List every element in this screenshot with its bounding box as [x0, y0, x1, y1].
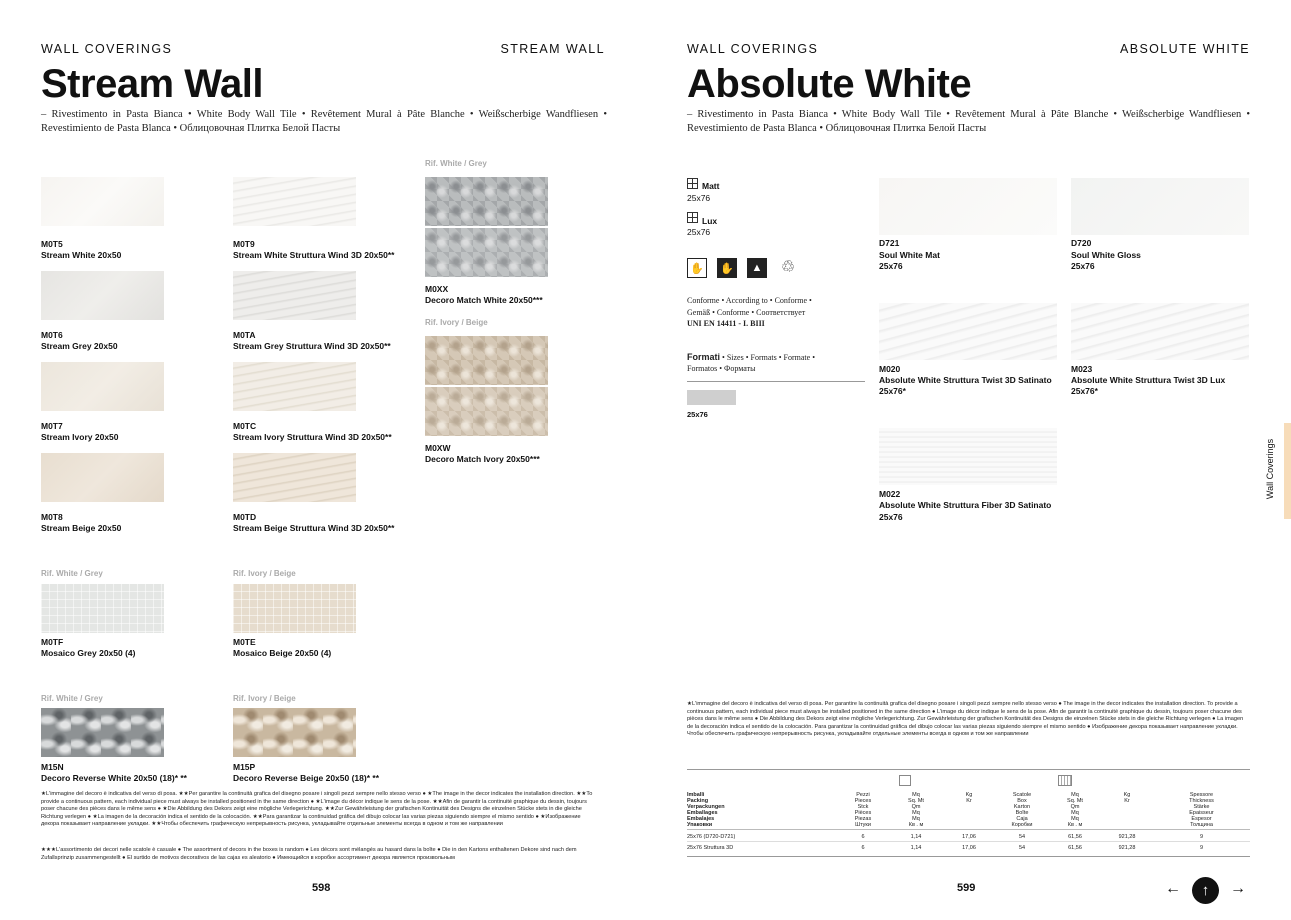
- left-footnote-2: ★★★L'assortimento dei decori nelle scatole è casuale ● The assortment of decors in the boxes is random ● Les décors sont mélangés au hasard dans la boîte ● Die in den Kartons enthaltenen Dekore sind nach dem Zufallsprinzip zusammengestellt ● El surtido de motivos decorativos de las cajas es aleatorio ● Имеющийся в коробке ассортимент декора является произвольным: [41, 847, 577, 861]
- th-imballi: Imballi Packing Verpackungen Emballages Embalajes Упаковки: [687, 792, 725, 828]
- product-code: M0TE: [233, 637, 256, 647]
- formati-line2: Formatos • Форматы: [687, 364, 756, 373]
- product-name: Stream Ivory Struttura Wind 3D 20x50**: [233, 432, 392, 442]
- tile-m0td[interactable]: [233, 453, 356, 502]
- pallet-icon: [1058, 775, 1072, 786]
- product-name: Soul White Gloss: [1071, 250, 1141, 260]
- cell: 9: [1199, 834, 1204, 840]
- rif-label: Rif. White / Grey: [41, 569, 103, 578]
- rif-label: Rif. Ivory / Beige: [233, 694, 296, 703]
- spec-header-row: [687, 791, 1250, 830]
- product-code: M0T7: [41, 421, 63, 431]
- cell: 61,56: [1068, 834, 1082, 840]
- product-name: Stream Ivory 20x50: [41, 432, 119, 442]
- tile-m022[interactable]: [879, 428, 1057, 485]
- product-size: 25x76: [879, 261, 903, 271]
- cell: 921,28: [1118, 834, 1136, 840]
- table-row: [687, 842, 1250, 857]
- product-code: M022: [879, 489, 901, 499]
- right-subtitle: [687, 108, 1250, 136]
- product-code: M0TF: [41, 637, 64, 647]
- table-row: [687, 830, 1250, 842]
- product-code: M020: [879, 364, 901, 374]
- tile-d720[interactable]: [1071, 178, 1249, 235]
- recycle-icon: ♲: [780, 259, 796, 276]
- product-code: M0TC: [233, 421, 257, 431]
- conforme-line1: Conforme • According to • Conforme •: [687, 296, 812, 305]
- product-name: Mosaico Beige 20x50 (4): [233, 648, 332, 658]
- conforme-norm: UNI EN 14411 - I. BIII: [687, 319, 765, 328]
- right-series-label: ABSOLUTE WHITE: [1119, 42, 1250, 56]
- product-name: Stream White Struttura Wind 3D 20x50**: [233, 250, 395, 260]
- formati-divider: [687, 381, 865, 382]
- cell: 17,06: [962, 834, 976, 840]
- format-size-label: 25x76: [687, 410, 708, 419]
- right-kicker: WALL COVERINGS: [687, 42, 819, 56]
- left-kicker: WALL COVERINGS: [41, 42, 173, 56]
- cell: 6: [861, 845, 865, 851]
- th-kg: Kg Kr: [965, 792, 973, 804]
- arrow-up-icon: ↑: [1201, 882, 1210, 899]
- prev-page-button[interactable]: ←: [1165, 880, 1181, 897]
- product-code: M0T6: [41, 330, 63, 340]
- rif-label: Rif. White / Grey: [41, 694, 103, 703]
- tile-m0t5[interactable]: [41, 177, 164, 226]
- th-mq: Mq Sq. Mt Qm Mq Mq Кв . м: [908, 792, 924, 828]
- product-size: 25x76*: [1071, 386, 1098, 396]
- product-name: Soul White Mat: [879, 250, 940, 260]
- format-swatch: [687, 390, 736, 405]
- piece-icon: [899, 775, 911, 786]
- th-spessore: Spessore Thickness Stärke Epaisseur Espesor Толщина: [1189, 792, 1214, 828]
- left-page-title: Stream Wall: [41, 62, 263, 106]
- fire-icon: ▲: [747, 258, 767, 278]
- product-code: M0TD: [233, 512, 257, 522]
- product-name: Absolute White Struttura Twist 3D Lux: [1071, 375, 1226, 385]
- right-page-title: Absolute White: [687, 62, 972, 106]
- left-subtitle-line2: Revestimiento de Pasta Blanca • Облицовочная Плитка Белой Пасты: [41, 123, 341, 134]
- th-pezzi: Pezzi Pieces Stck Pièces Piezas Штуки: [854, 792, 872, 828]
- product-name: Stream White 20x50: [41, 250, 122, 260]
- product-code: M0XW: [425, 443, 451, 453]
- cell: 25x76 Struttura 3D: [687, 845, 734, 851]
- next-page-button[interactable]: →: [1230, 880, 1246, 897]
- cell: 1,14: [910, 845, 922, 851]
- product-name: Decoro Reverse White 20x50 (18)* **: [41, 773, 187, 783]
- spec-table: [687, 791, 1250, 857]
- product-name: Stream Grey 20x50: [41, 341, 118, 351]
- cell: 17,06: [962, 845, 976, 851]
- finish-lux-label: Lux: [702, 216, 718, 226]
- product-code: M0T9: [233, 239, 255, 249]
- left-footnote-1: ★L'immagine del decoro è indicativa del verso di posa. ★★Per garantire la continuità grafica del disegno posare i singoli pezzi sempre nello stesso verso ● ★The image in the decor indicates the installation direction. ★★To provide a continuous pattern, each individual piece must always be installed positioned in the same direction ● ★L'image du décor indique le sens de la pose. ★★Afin de garantir la continuité graphique du dessin, toujours poser chacune des pièces dans le même sens ● ★Die Abbildung des Dekors zeigt eine mögliche Verlegerichtung. ★★Zur Gewährleistung der grafischen Kontinuität des Designs die einzelnen Stücke stets in die gleiche Richtung verlegen ● ★La imagen de la decoración indica el sentido de la colocación. ★★Para garantizar la continuidad gráfica del dibujo colocar las varias piezas siguiendo siempre el mismo sentido ● ★Изображение декора показывает направление укладки. ★★Чтобы обеспечить графическую непрерывность рисунка, укладывайте отдельные элементы всегда в одном и том же направлении: [41, 791, 593, 828]
- product-name: Decoro Match White 20x50***: [425, 295, 543, 305]
- finish-lux-icon: [687, 212, 698, 223]
- formati-label: Formati: [687, 352, 721, 362]
- finish-matt-size: 25x76: [687, 193, 711, 203]
- cell: 61,56: [1068, 845, 1082, 851]
- scroll-top-button[interactable]: [1192, 877, 1219, 904]
- th-kg-pallet: Kg Kr: [1123, 792, 1131, 804]
- right-page-number: 599: [957, 882, 976, 894]
- product-size: 25x76: [1071, 261, 1095, 271]
- th-scatole: Scatole Box Karton Boîte Caja Коробки: [1011, 792, 1033, 828]
- tile-m0t9[interactable]: [233, 177, 356, 226]
- tile-m0t7[interactable]: [41, 362, 164, 411]
- conforme-line2: Gemäß • Conforme • Соответствует: [687, 308, 806, 317]
- tile-m023[interactable]: [1071, 303, 1249, 360]
- finish-lux-size: 25x76: [687, 227, 711, 237]
- product-size: 25x76*: [879, 386, 906, 396]
- tile-m0ta[interactable]: [233, 271, 356, 320]
- stain-resistant-icon: ✋: [717, 258, 737, 278]
- tile-m15n[interactable]: [41, 708, 164, 757]
- cell: 54: [1018, 845, 1026, 851]
- hand-icon: ✋: [687, 258, 707, 278]
- tile-m15p[interactable]: [233, 708, 356, 757]
- left-subtitle-line1: – Rivestimento in Pasta Bianca • White Body Wall Tile • Revêtement Mural à Pâte Blanche • Weißscherbige Wandfliesen •: [41, 109, 607, 120]
- side-tab-marker: [1284, 423, 1291, 519]
- right-subtitle-line1: – Rivestimento in Pasta Bianca • White Body Wall Tile • Revêtement Mural à Pâte Blanche • Weißscherbige Wandfliesen •: [687, 109, 1250, 120]
- product-code: M0T5: [41, 239, 63, 249]
- product-code: M0TA: [233, 330, 256, 340]
- product-name: Absolute White Struttura Fiber 3D Satinato: [879, 500, 1052, 510]
- product-code: M023: [1071, 364, 1093, 374]
- table-top-rule: [687, 769, 1250, 770]
- finish-matt-label: Matt: [702, 181, 720, 191]
- product-code: D720: [1071, 238, 1092, 248]
- rif-label: Rif. Ivory / Beige: [425, 318, 488, 327]
- product-name: Stream Beige 20x50: [41, 523, 122, 533]
- left-page-number: 598: [312, 882, 331, 894]
- left-series-label: STREAM WALL: [500, 42, 605, 56]
- left-subtitle: [41, 108, 607, 136]
- product-code: M15N: [41, 762, 64, 772]
- tile-m0xw-a[interactable]: [425, 336, 548, 385]
- cell: 25x76 (D720-D721): [687, 834, 736, 840]
- product-code: M0T8: [41, 512, 63, 522]
- cell: 9: [1199, 845, 1204, 851]
- tile-m0xw-b[interactable]: [425, 387, 548, 436]
- product-name: Decoro Reverse Beige 20x50 (18)* **: [233, 773, 379, 783]
- finish-matt-icon: [687, 178, 698, 189]
- cell: 921,28: [1118, 845, 1136, 851]
- tile-m0t6[interactable]: [41, 271, 164, 320]
- tile-m0tf[interactable]: [41, 584, 164, 633]
- product-name: Decoro Match Ivory 20x50***: [425, 454, 540, 464]
- side-tab-label: Wall Coverings: [1265, 438, 1275, 500]
- tile-d721[interactable]: [879, 178, 1057, 235]
- product-code: M0XX: [425, 284, 449, 294]
- right-subtitle-line2: Revestimiento de Pasta Blanca • Облицовочная Плитка Белой Пасты: [687, 123, 987, 134]
- tile-m0xx-b[interactable]: [425, 228, 548, 277]
- cell: 1,14: [910, 834, 922, 840]
- th-mq-pallet: Mq Sq. Mt Qm Mq Mq Кв . м: [1067, 792, 1083, 828]
- product-name: Stream Grey Struttura Wind 3D 20x50**: [233, 341, 391, 351]
- cell: 6: [861, 834, 865, 840]
- tile-m0xx-a[interactable]: [425, 177, 548, 226]
- product-name: Absolute White Struttura Twist 3D Satinato: [879, 375, 1052, 385]
- product-name: Mosaico Grey 20x50 (4): [41, 648, 136, 658]
- cell: 54: [1018, 834, 1026, 840]
- tile-m020[interactable]: [879, 303, 1057, 360]
- tile-m0tc[interactable]: [233, 362, 356, 411]
- product-code: D721: [879, 238, 900, 248]
- rif-label: Rif. White / Grey: [425, 159, 487, 168]
- right-footnote: ★L'immagine del decoro è indicativa del verso di posa. Per garantire la continuità grafica del disegno posare i singoli pezzi sempre nello stesso verso ● The image in the decor indicates the installation direction. To provide a continuous pattern, each individual piece must always be installed positioned in the same direction ● L'image du décor indique le sens de la pose. Afin de garantir la continuité graphique du dessin, toujours poser chacune des pièces dans le même sens ● Die Abbildung des Dekors zeigt eine mögliche Verlegerichtung. Zur Gewährleistung der grafischen Kontinuität des Designs die einzelnen Stücke stets in die gleiche Richtung verlegen ● La imagen de la decoración indica el sentido de la colocación. Para garantizar la continuidad gráfica del dibujo colocar las varias piezas siguiendo siempre el mismo sentido ● Изображение декора показывает направление укладки. Чтобы обеспечить графическую непрерывность рисунка, укладывайте отдельные элементы всегда в одном и том же направлении: [687, 701, 1244, 738]
- product-name: Stream Beige Struttura Wind 3D 20x50**: [233, 523, 395, 533]
- product-size: 25x76: [879, 512, 903, 522]
- product-code: M15P: [233, 762, 256, 772]
- tile-m0t8[interactable]: [41, 453, 164, 502]
- rif-label: Rif. Ivory / Beige: [233, 569, 296, 578]
- tile-m0te[interactable]: [233, 584, 356, 633]
- formati-line1: • Sizes • Formats • Formate •: [720, 353, 815, 362]
